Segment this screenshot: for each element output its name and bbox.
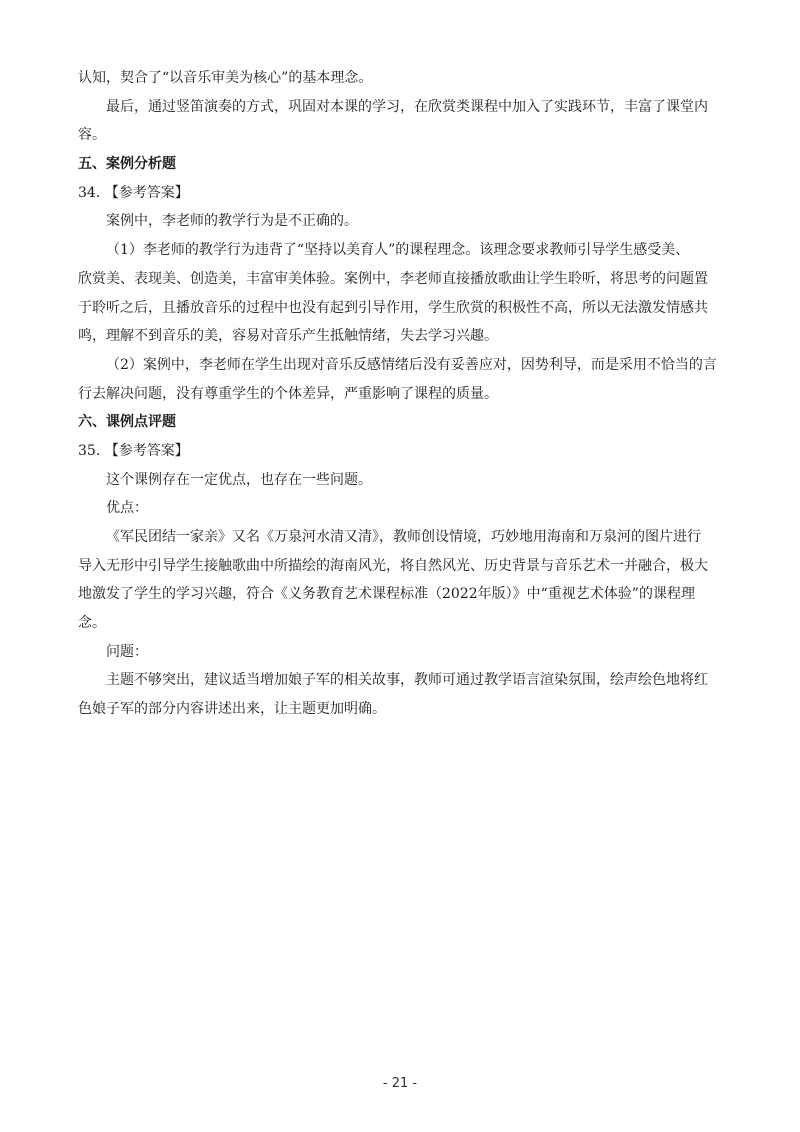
paragraph-line: 色娘子军的部分内容讲述出来，让主题更加明确。: [78, 701, 386, 718]
paragraph-line: 主题不够突出，建议适当增加娘子军的相关故事，教师可通过教学语言渲染氛围，绘声绘色地将红: [106, 672, 708, 689]
paragraph-line: 行去解决问题，没有尊重学生的个体差异，严重影响了课程的质量。: [78, 385, 498, 402]
paragraph-line: 欣赏美、表现美、创造美，丰富审美体验。案例中，李老师直接播放歌曲让学生聆听，将思考的问题置: [78, 270, 708, 287]
paragraph-line: 容。: [78, 127, 106, 144]
paragraph-line: 于聆听之后，且播放音乐的过程中也没有起到引导作用，学生欣赏的积极性不高，所以无法激发情感共: [78, 299, 708, 316]
paragraph-line: 案例中，李老师的教学行为是不正确的。: [106, 213, 358, 230]
paragraph-line: 最后，通过竖笛演奏的方式，巩固对本课的学习，在欣赏类课程中加入了实践环节，丰富了课堂内: [106, 98, 708, 115]
section-heading: 六、课例点评题: [78, 414, 176, 431]
paragraph-line: 《军民团结一家亲》又名《万泉河水清又清》，教师创设情境，巧妙地用海南和万泉河的图片进行: [106, 529, 701, 545]
paragraph-line: （1）李老师的教学行为违背了“坚持以美育人”的课程理念。该理念要求教师引导学生感受美、: [106, 242, 690, 259]
question-number: 34. 【参考答案】: [78, 184, 189, 201]
page-number: - 21 -: [382, 1076, 418, 1091]
question-number: 35. 【参考答案】: [78, 442, 189, 459]
paragraph-line: 鸣，理解不到音乐的美，容易对音乐产生抵触情绪，失去学习兴趣。: [78, 328, 498, 345]
section-heading: 五、案例分析题: [78, 156, 176, 173]
paragraph-line: （2）案例中，李老师在学生出现对音乐反感情绪后没有妥善应对，因势利导，而是采用不恰当的言: [106, 356, 717, 373]
paragraph-line: 问题：: [106, 643, 148, 660]
paragraph-line: 念。: [78, 615, 106, 632]
paragraph-line: 导入无形中引导学生接触歌曲中所描绘的海南风光，将自然风光、历史背景与音乐艺术一并融合，极大: [78, 557, 708, 574]
paragraph-line: 地激发了学生的学习兴趣，符合《义务教育艺术课程标准（2022年版）》中“重视艺术体验”的课程理: [78, 586, 695, 603]
paragraph-line: 这个课例存在一定优点，也存在一些问题。: [106, 471, 372, 488]
document-body: [78, 64, 726, 724]
paragraph-line: 优点：: [106, 500, 148, 517]
paragraph-line: 认知，契合了“以音乐审美为核心”的基本理念。: [78, 70, 373, 86]
